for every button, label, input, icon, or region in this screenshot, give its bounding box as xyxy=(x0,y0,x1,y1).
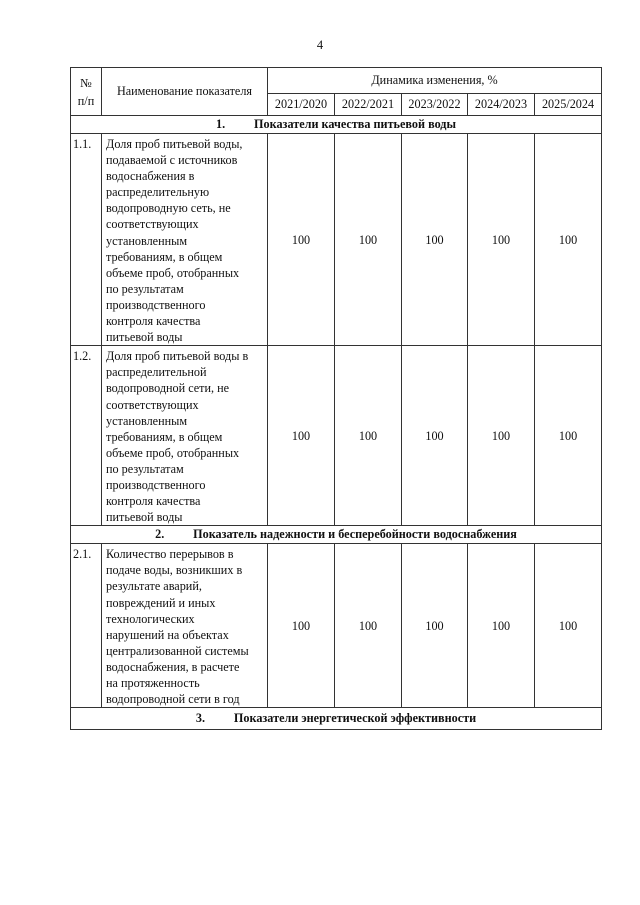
indicator-value: 100 xyxy=(468,346,535,526)
indicator-name xyxy=(102,544,268,708)
indicator-name-line: централизованной системы xyxy=(106,643,249,658)
indicator-name xyxy=(102,134,268,346)
indicator-name-line: по результатам xyxy=(106,461,184,476)
section-number: 2. xyxy=(155,527,165,542)
header-name: Наименование показателя xyxy=(102,68,268,116)
indicator-name-line: соответствующих xyxy=(106,217,199,232)
indicator-name-line: распределительной xyxy=(106,365,207,380)
indicator-name-line: объеме проб, отобранных xyxy=(106,445,240,460)
row-number: 1.2. xyxy=(71,346,102,526)
section-row xyxy=(71,116,602,134)
section-number: 1. xyxy=(216,117,226,131)
indicator-name-line: водоснабжения, в расчете xyxy=(106,659,240,674)
indicator-value: 100 xyxy=(335,544,402,708)
indicator-name-line: контроля качества xyxy=(106,314,201,329)
indicator-name-line: питьевой воды xyxy=(106,330,183,345)
table-row xyxy=(71,544,602,708)
indicator-value: 100 xyxy=(535,134,602,346)
indicator-name-line: требованиям, в общем xyxy=(106,429,223,444)
row-number: 1.1. xyxy=(71,134,102,346)
indicator-value: 100 xyxy=(402,134,468,346)
indicator-name-line: контроля качества xyxy=(106,494,201,509)
indicator-name-line: водопроводной сети, не xyxy=(106,381,230,396)
header-year: 2021/2020 xyxy=(268,94,335,116)
indicator-name-line: на протяженность xyxy=(106,676,200,690)
indicator-name-line: технологических xyxy=(106,611,195,626)
indicator-name-line: Доля проб питьевой воды в xyxy=(106,349,249,364)
header-year: 2023/2022 xyxy=(402,94,468,116)
indicator-name-line: требованиям, в общем xyxy=(106,249,223,264)
section-title: Показатель надежности и бесперебойности водоснабжения xyxy=(193,527,517,542)
indicators-table xyxy=(70,67,602,730)
indicator-value: 100 xyxy=(468,544,535,708)
header-dynamics: Динамика изменения, % xyxy=(268,68,602,94)
indicator-value: 100 xyxy=(268,346,335,526)
indicator-value: 100 xyxy=(468,134,535,346)
table-row xyxy=(71,346,602,526)
row-number: 2.1. xyxy=(71,544,102,708)
section-row xyxy=(71,526,602,544)
section-title-cell xyxy=(71,708,602,730)
indicator-value: 100 xyxy=(535,544,602,708)
indicator-name-line: производственного xyxy=(106,477,206,492)
indicator-name-line: результате аварий, xyxy=(106,579,202,594)
section-title-cell xyxy=(71,116,602,134)
indicator-name-line: водоснабжения в xyxy=(106,169,195,184)
indicator-name-line: подаваемой с источников xyxy=(106,153,238,168)
indicator-value: 100 xyxy=(402,346,468,526)
indicator-name-line: подаче воды, возникших в xyxy=(106,563,243,578)
section-title-cell xyxy=(71,526,602,544)
indicator-name-line: нарушений на объектах xyxy=(106,627,229,642)
indicator-name-line: Доля проб питьевой воды, xyxy=(106,137,243,151)
indicator-name-line: Количество перерывов в xyxy=(106,547,234,562)
indicator-name-line: установленным xyxy=(106,233,188,248)
indicator-name-line: производственного xyxy=(106,297,206,312)
indicator-name-line: водопроводную сеть, не xyxy=(106,201,231,216)
indicator-value: 100 xyxy=(402,544,468,708)
indicator-name-line: водопроводной сети в год xyxy=(106,692,240,707)
section-number: 3. xyxy=(195,711,206,726)
indicator-name-line: повреждений и иных xyxy=(106,595,216,610)
header-num: № п/п xyxy=(71,68,102,116)
section-title: Показатели качества питьевой воды xyxy=(254,117,456,131)
indicator-name-line: соответствующих xyxy=(106,397,199,412)
indicator-name-line: объеме проб, отобранных xyxy=(106,265,240,280)
indicator-name xyxy=(102,346,268,526)
indicator-value: 100 xyxy=(268,544,335,708)
header-row xyxy=(71,68,602,94)
indicator-name-line: питьевой воды xyxy=(106,510,183,525)
page-number: 4 xyxy=(316,38,324,52)
header-year: 2022/2021 xyxy=(335,94,402,116)
indicator-value: 100 xyxy=(268,134,335,346)
section-title: Показатели энергетической эффективности xyxy=(233,711,477,726)
header-year: 2024/2023 xyxy=(468,94,535,116)
table-row xyxy=(71,134,602,346)
indicator-name-line: установленным xyxy=(106,413,188,428)
indicator-value: 100 xyxy=(535,346,602,526)
indicator-value: 100 xyxy=(335,134,402,346)
header-year: 2025/2024 xyxy=(535,94,602,116)
indicator-value: 100 xyxy=(335,346,402,526)
indicator-name-line: распределительную xyxy=(106,185,210,200)
indicator-name-line: по результатам xyxy=(106,281,184,296)
section-row xyxy=(71,708,602,730)
